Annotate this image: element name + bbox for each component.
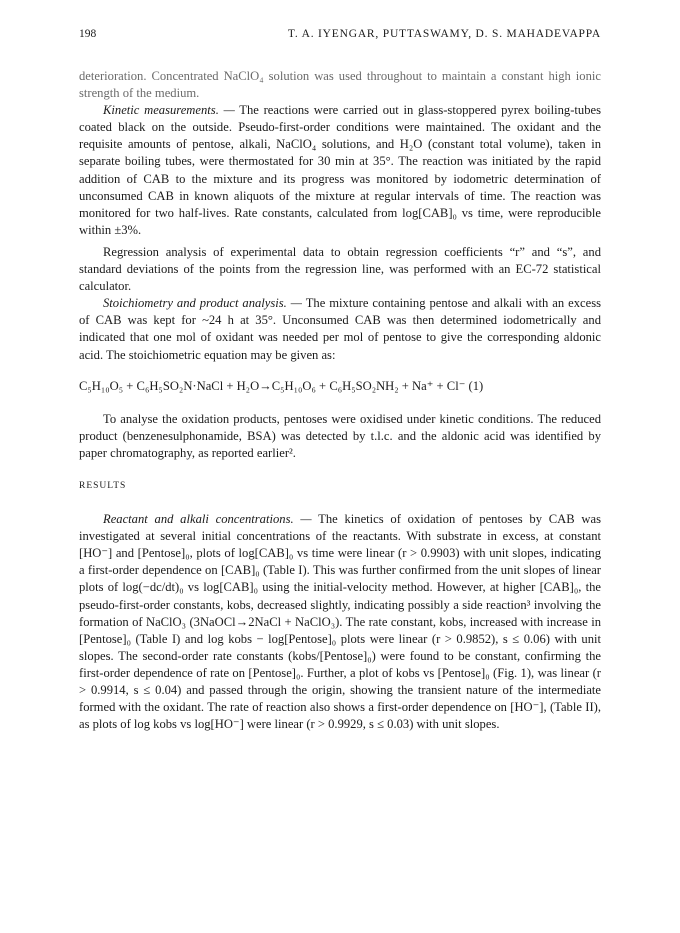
body-text xyxy=(79,68,601,733)
section-heading-results: RESULTS xyxy=(79,480,127,491)
paragraph-stoichiometry xyxy=(79,295,601,363)
equation-1 xyxy=(79,378,601,395)
paragraph-text: Regression analysis of experimental data to obtain regression coefficients “r” and “s”, and standard deviations of the points from the regression line, was performed with an EC-72 statistical calculator. xyxy=(79,244,601,294)
equation-text: C₅H₁₀O₅ + C₆H₅SO₂N·NaCl + H₂O→C₅H₁₀O₆ + C₆H₅SO₂NH₂ + Na⁺ + Cl⁻ xyxy=(79,378,466,393)
page-number: 198 xyxy=(79,28,97,40)
paragraph-intro xyxy=(79,68,601,102)
paragraph-reactant xyxy=(79,511,601,733)
runin-heading-reactant: Reactant and alkali concentrations. — xyxy=(103,512,312,527)
paragraph-kinetic-measurements xyxy=(79,102,601,239)
paragraph-text: The mixture containing pentose and alkali with an excess of CAB was kept for ~24 h at 35°. Unconsumed CAB was then determined iodometrically and indicated that one mol of oxidant was needed per mol of pentose to give the corresponding aldonic acid. The stoichiometric equation may be given as: xyxy=(79,296,602,362)
paragraph-text: The reactions were carried out in glass-stoppered pyrex boiling-tubes coated black on the outside. Pseudo-first-order conditions were maintained. The oxidant and the requisite amounts of pentose, alkali, NaClO₄ solutions, and H₂O (constant total volume), taken in separate boiling tubes, were thermostated for 30 min at 35°. The reaction was initiated by the rapid addition of CAB to the mixture and its progress was monitored by iodometric determination of unconsumed CAB in known aliquots of the mixture at regular intervals of time. The reaction was monitored for two half-lives. Rate constants, calculated from log[CAB]₀ vs time, were reproducible within ±3%. xyxy=(79,103,601,237)
paragraph-text: To analyse the oxidation products, pentoses were oxidised under kinetic conditions. The reduced product (benzenesulphonamide, BSA) was detected by t.l.c. and the aldonic acid was identified by paper chromatography, as reported earlier². xyxy=(79,411,601,460)
runin-heading-kinetic: Kinetic measurements. — xyxy=(103,103,235,118)
running-head: T. A. IYENGAR, PUTTASWAMY, D. S. MAHADEVAPPA xyxy=(287,28,601,40)
equation-number: (1) xyxy=(468,378,484,393)
paragraph-products xyxy=(79,411,601,462)
runin-heading-stoichiometry: Stoichiometry and product analysis. — xyxy=(103,296,302,311)
paragraph-text: The kinetics of oxidation of pentoses by CAB was investigated at several initial concentrations of the reactants. With substrate in excess, at constant [HO⁻] and [Pentose]₀, plots of log[CAB]₀ vs time were linear (r > 0.9903) with unit slopes, indicating a first-order dependence on [CAB]₀ (Table I). This was further confirmed from the unit slopes of linear plots of log(−dc/dt)₀ vs log[CAB]₀ using the initial-velocity method. However, at higher [CAB]₀, the pseudo-first-order constants, kobs, decreased slightly, indicating possibly a side reaction³ involving the formation of NaClO₃ (3NaOCl→2NaCl + NaClO₃). The rate constant, kobs, increased with increase in [Pentose]₀ (Table I) and log kobs − log[Pentose]₀ plots were linear (r > 0.9852), s ≤ 0.06) with unit slopes. The second-order rate constants (kobs/[Pentose]₀) were found to be constant, confirming the first-order dependence of rate on [Pentose]₀. Further, a plot of kobs vs [Pentose]₀ (Fig. 1), was linear (r > 0.9914, s ≤ 0.04) and passed through the origin, showing the transient nature of the intermediate formed with the oxidant. The rate of reaction also shows a first-order dependence on [HO⁻], (Table II), as plots of log kobs vs log[HO⁻] were linear (r > 0.9929, s ≤ 0.03) with unit slopes. xyxy=(79,512,602,732)
page-header xyxy=(79,28,601,48)
paragraph-regression xyxy=(79,244,601,295)
paragraph-text: deterioration. Concentrated NaClO₄ solution was used throughout to maintain a constant high ionic strength of the medium. xyxy=(79,69,601,101)
